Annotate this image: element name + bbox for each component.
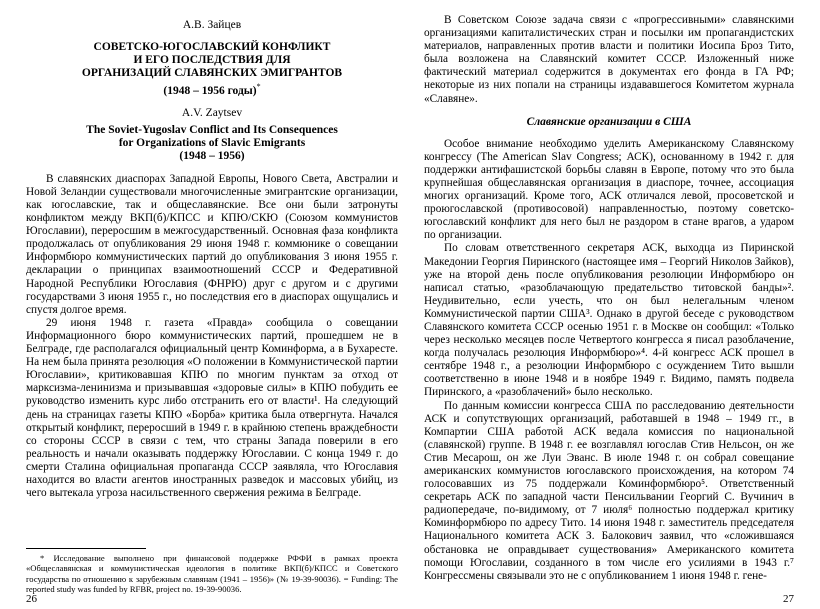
body-paragraph: По данным комиссии конгресса США по расследованию деятельности АСК и сопутствующих организаций, работавшей в 1948 – 1949 гг., в Компартии США работой АСК ведала комиссия по национальной (славянской) группе. В 1948 г. ее возглавлял югослав Стив Нельсон, он же Стив Месарош, он же Луи Эванс. В июле 1948 г. он собрал совещание американских коммунистов югославского происхождения, на котором 74 голосовавших из 75 поддержали Коминформбюро⁵. Ответственный секретарь АСК по западной части Пенсильвании Георгий С. Вучинич в радиопередаче, по-видимому, от 7 июля⁶ полностью поддержал критику Коминформбюро по адресу Тито. 14 июня 1948 г. заместитель председателя Национального комитета АСК З. Балокович заявил, что «сложившаяся обстановка не оправдывает существования» Американского комитета помощи Югославии, созданного в том числе его усилиями в 1943 г.⁷ Конгрессмены связывали это не с опубликованием 1 июня 1948 г. гене- xyxy=(424,399,794,582)
title-footnote-mark: * xyxy=(256,82,261,91)
page-number-right: 27 xyxy=(783,593,794,605)
page-number-left: 26 xyxy=(26,593,37,605)
title-en-line: The Soviet-Yugoslav Conflict and Its Consequences xyxy=(86,123,338,136)
footnote: * Исследование выполнено при финансовой поддержке РФФИ в рамках проекта «Общеславянская и коммунистическая идеология в политике ВКП(б)/КПСС и Советского государства по отношению к зарубежным славянам (1941 – 1956)» (№ 19-39-90036). = Funding: The reported study was funded by RFBR, project no. 19-39-90036. xyxy=(26,553,398,595)
title-ru-line: (1948 – 1956 годы) xyxy=(163,84,257,97)
footnote-divider xyxy=(26,548,146,549)
right-page xyxy=(424,14,794,605)
author-en: A.V. Zaytsev xyxy=(181,106,243,119)
title-ru-line: И ЕГО ПОСЛЕДСТВИЯ ДЛЯ xyxy=(133,54,291,66)
body-paragraph: По словам ответственного секретаря АСК, выходца из Пиринской Македонии Георгия Пиринского (настоящее имя – Георгий Николов Зайков), уже на второй день после опубликования резолюции Информбюро он написал статью, «разоблачающую предательство титовской банды»². Неудивительно, если учесть, что он был нелегальным членом Коммунистической партии США³. Однако в другой беседе с руководством Славянского комитета СССР осенью 1951 г. в Москве он сообщил: «Только через несколько месяцев после Четвертого конгресса я писал разоблачение, когда получалась резолюция Информбюро»⁴. 4-й конгресс АСК прошел в сентябре 1948 г., а резолюции Информбюро с осуждением Тито вышли соответственно в июне 1948 и в ноябре 1949 г. Видимо, память подвела Пиринского, а «разоблачений» было несколько. xyxy=(424,242,794,399)
body-paragraph: 29 июня 1948 г. газета «Правда» сообщила о совещании Информационного бюро коммунистических партий, прошедшем не в Белграде, где располагался официальный центр Коминформа, а в Бухаресте. На нем была принята резолюция «О положении в Коммунистической партии Югославии», критиковавшая КПЮ по многим пунктам за отход от марксизма-ленинизма и призывавшая «здоровые силы» в КПЮ побудить ее руководство изменить курс либо отстранить его от власти¹. На следующий день на страницах газеты КПЮ «Борба» критика была отвергнута. Начался открытый конфликт, переросший в 1949 г. в крайнюю степень враждебности со стороны СССР в связи с тем, что страны Запада поверили в его реальность и начали оказывать поддержку Югославии. С конца 1949 г. до смерти Сталина официальная пропаганда СССР заявляла, что Югославия находится во власти агентов иностранных разведок и массовых убийц, из чего вытекала угроза насильственного свержения режима в Белграде. xyxy=(26,316,398,500)
title-ru-line: ОРГАНИЗАЦИЙ СЛАВЯНСКИХ ЭМИГРАНТОВ xyxy=(81,67,343,79)
footnote-area xyxy=(26,548,398,595)
title-en-line: (1948 – 1956) xyxy=(179,149,245,162)
title-en xyxy=(26,124,398,163)
title-ru xyxy=(26,41,398,98)
title-ru-line: СОВЕТСКО-ЮГОСЛАВСКИЙ КОНФЛИКТ xyxy=(93,41,331,53)
body-paragraph: В Советском Союзе задача связи с «прогрессивными» славянскими организациями капиталистических стран и посылки им пропагандистских материалов, направленных против власти и политики Иосипа Броз Тито, была возложена на Славянский комитет СССР. Изложенный ниже фактический материал содержится в документах его фонда в ГА РФ; некоторые из них попали на страницы издававшегося Комитетом журнала «Славяне». xyxy=(424,14,794,105)
title-en-line: for Organizations of Slavic Emigrants xyxy=(118,136,306,149)
left-page xyxy=(26,14,398,605)
body-paragraph: Особое внимание необходимо уделить Американскому Славянскому конгрессу (The American Slav Congress; АСК), основанному в 1942 г. для поддержки антифашистской борьбы славян в Европе, потому что это была крупнейшая общеславянская организация в диаспоре, точнее, ассоциация многих организаций. Кроме того, АСК отличался левой, просоветской и проюгославской (противосовой) направленностью, поэтому советско-югославский конфликт для него был не раздором в стане врагов, а ударом по организации. xyxy=(424,137,794,242)
section-heading: Славянские организации в США xyxy=(526,115,692,128)
author-ru: А.В. Зайцев xyxy=(182,19,242,31)
body-paragraph: В славянских диаспорах Западной Европы, Нового Света, Австралии и Новой Зеландии существовали многочисленные эмигрантские организации, как югославские, так и общеславянские. Все они были затронуты конфликтом между ВКП(б)/КПСС и КПЮ/СКЮ (Союзом коммунистов Югославии), переросшим в межгосударственный. Основная фаза конфликта продолжалась от опубликования 29 июня 1948 г. коммюнике о совещании Информбюро коммунистических партий до опубликования 3 июня 1955 г. декларации о принципах взаимоотношений СССР и Федеративной Народной Республики Югославия (ФНРЮ) друг с другом и с другими государствами 3 июня 1955 г., но последствия его в диаспорах ощущались и спустя долгое время. xyxy=(26,172,398,316)
